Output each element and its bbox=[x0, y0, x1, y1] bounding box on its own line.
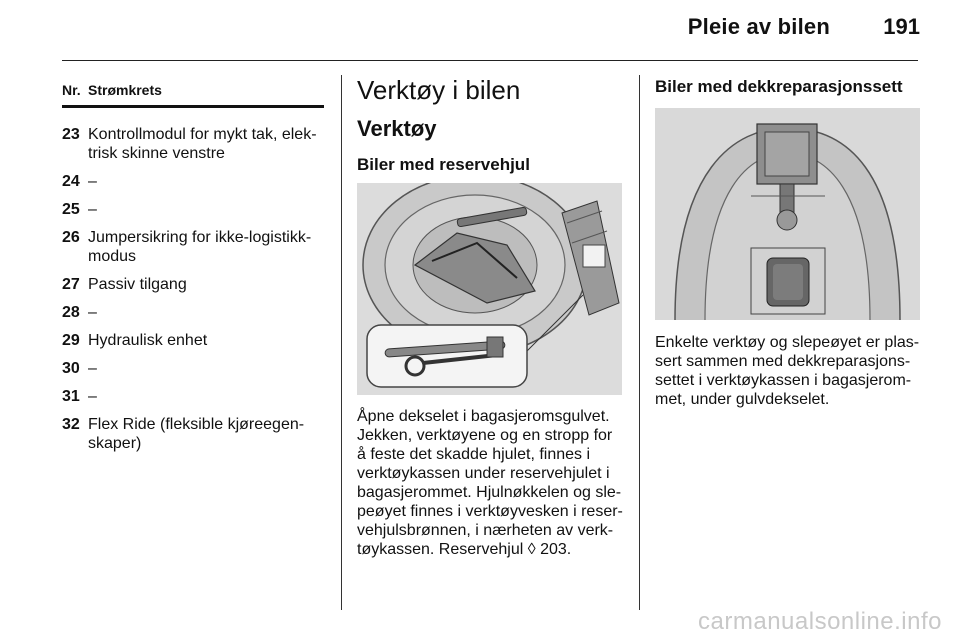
table-row bbox=[62, 415, 324, 453]
spare-wheel-heading: Biler med reservehjul bbox=[357, 155, 530, 174]
table-row bbox=[62, 359, 324, 378]
section-title: Verktøy i bilen bbox=[357, 75, 521, 105]
spare-wheel-paragraph: Åpne dekselet i bagasjeromsgulvet. Jekken, verktøyene og en stropp for å feste det skadde hjulet, finnes i verktøykassen under reservehjulet i bagasjerommet. Hjulnøkkelen og sle-peøyet finnes i verktøyvesken i reser-vehjulsbrønnen, i nærheten av verk-tøykassen. Reservehjul ◊ 203. bbox=[357, 408, 623, 558]
page-number: 191 bbox=[883, 14, 920, 39]
row-text: – bbox=[88, 360, 97, 377]
row-number: 30 bbox=[62, 360, 80, 377]
row-number: 26 bbox=[62, 229, 80, 246]
table-row bbox=[62, 331, 324, 350]
row-number: 24 bbox=[62, 173, 80, 190]
row-text: – bbox=[88, 304, 97, 321]
row-number: 31 bbox=[62, 388, 80, 405]
table-row bbox=[62, 172, 324, 191]
fuse-table bbox=[62, 82, 324, 453]
table-row bbox=[62, 228, 324, 266]
table-row bbox=[62, 303, 324, 322]
column-divider-right bbox=[639, 75, 640, 610]
repair-kit-heading: Biler med dekkreparasjonssett bbox=[655, 77, 903, 96]
row-text: Hydraulisk enhet bbox=[88, 332, 208, 349]
column-divider-left bbox=[341, 75, 342, 610]
watermark: carmanualsonline.info bbox=[698, 608, 942, 635]
fuse-table-header bbox=[62, 82, 324, 108]
table-row bbox=[62, 387, 324, 406]
row-text: – bbox=[88, 173, 97, 190]
row-number: 32 bbox=[62, 416, 80, 433]
table-row bbox=[62, 275, 324, 294]
row-number: 29 bbox=[62, 332, 80, 349]
row-number: 28 bbox=[62, 304, 80, 321]
row-text: Flex Ride (fleksible kjøreegen-skaper) bbox=[88, 416, 305, 452]
row-number: 23 bbox=[62, 126, 80, 143]
page-header-title: Pleie av bilen bbox=[687, 14, 830, 39]
middle-column-headings bbox=[357, 74, 623, 176]
row-text: – bbox=[88, 388, 97, 405]
repair-kit-paragraph: Enkelte verktøy og slepeøyet er plas-sert sammen med dekkreparasjons-settet i verktøykassen i bagasjerom-met, under gulvdekselet. bbox=[655, 334, 920, 408]
row-text: Jumpersikring for ikke-logistikk-modus bbox=[88, 229, 312, 265]
row-number: 25 bbox=[62, 201, 80, 218]
row-number: 27 bbox=[62, 276, 80, 293]
repair-kit-illustration bbox=[655, 108, 920, 320]
header-divider bbox=[62, 60, 918, 61]
row-text: – bbox=[88, 201, 97, 218]
row-text: Passiv tilgang bbox=[88, 276, 187, 293]
spare-wheel-tools-illustration bbox=[357, 183, 622, 395]
subsection-title: Verktøy bbox=[357, 116, 437, 141]
row-text: Kontrollmodul for mykt tak, elek-trisk skinne venstre bbox=[88, 126, 317, 162]
column-header-nr: Nr. bbox=[62, 82, 81, 98]
table-row bbox=[62, 200, 324, 219]
column-header-circuit: Strømkrets bbox=[88, 82, 162, 98]
table-row bbox=[62, 125, 324, 163]
